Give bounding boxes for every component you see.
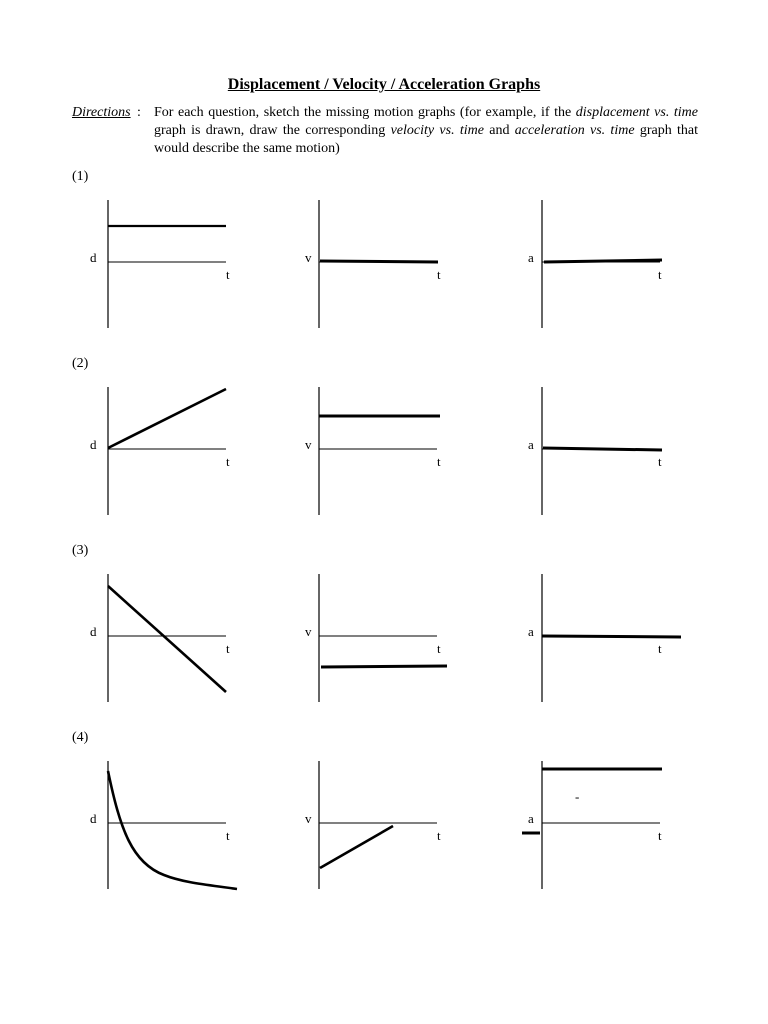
stray-mark: -: [575, 789, 580, 804]
y-axis-label: a: [528, 250, 534, 265]
y-axis-label: v: [305, 250, 312, 265]
q4-velocity-graph: [291, 759, 461, 893]
x-axis-label: t: [658, 267, 662, 282]
x-axis-label: t: [437, 454, 441, 469]
y-axis-label: v: [305, 437, 312, 452]
x-axis-label: t: [658, 641, 662, 656]
x-axis-label: t: [658, 454, 662, 469]
question-4-number: (4): [72, 730, 89, 745]
y-axis-label: d: [90, 437, 97, 452]
q2-displacement-graph: [80, 385, 240, 519]
x-axis-label: t: [226, 267, 230, 282]
graph-curve: [108, 586, 226, 692]
y-axis-label: d: [90, 811, 97, 826]
graph-curve: [320, 261, 438, 262]
question-2-number: (2): [72, 356, 89, 371]
q1-acceleration-graph: [514, 198, 684, 332]
q3-velocity-graph: [291, 572, 461, 706]
directions-text-3: and: [483, 123, 515, 138]
page-title: Displacement / Velocity / Acceleration Graphs: [227, 76, 541, 93]
q1-velocity-graph: [291, 198, 461, 332]
directions-text: [154, 104, 698, 158]
q2-acceleration-graph: [514, 385, 684, 519]
question-3-number: (3): [72, 543, 89, 558]
y-axis-label: d: [90, 250, 97, 265]
x-axis-label: t: [226, 454, 230, 469]
q3-displacement-graph: [80, 572, 240, 706]
q2-velocity-graph: [291, 385, 461, 519]
x-axis-label: t: [226, 828, 230, 843]
graph-curve: [542, 636, 681, 637]
q3-acceleration-graph: [514, 572, 689, 706]
q4-displacement-graph: [80, 759, 240, 893]
y-axis-label: v: [305, 811, 312, 826]
y-axis-label: a: [528, 437, 534, 452]
graph-curve: [543, 448, 662, 450]
graph-curve: [544, 260, 662, 262]
q4-acceleration-graph: [514, 759, 684, 893]
graph-curve: [321, 666, 447, 667]
directions-text-2: graph is drawn, draw the corresponding: [154, 123, 391, 138]
graph-curve: [108, 771, 237, 889]
directions-em-2: velocity vs. time: [390, 123, 484, 138]
q1-displacement-graph: [80, 198, 240, 332]
y-axis-label: a: [528, 811, 534, 826]
x-axis-label: t: [437, 267, 441, 282]
x-axis-label: t: [658, 828, 662, 843]
x-axis-label: t: [437, 828, 441, 843]
directions-em-3: acceleration vs. time: [514, 123, 635, 138]
directions-label: [72, 104, 131, 122]
x-axis-label: t: [226, 641, 230, 656]
directions-text-4: graph that would describe the same motion): [154, 123, 698, 156]
y-axis-label: a: [528, 624, 534, 639]
directions-em-1: displacement vs. time: [575, 105, 698, 120]
graph-curve: [108, 389, 226, 448]
y-axis-label: d: [90, 624, 97, 639]
directions-text-1: For each question, sketch the missing motion graphs (for example, if the: [154, 105, 576, 120]
directions-colon: :: [137, 105, 141, 120]
y-axis-label: v: [305, 624, 312, 639]
x-axis-label: t: [437, 641, 441, 656]
directions-label-text: Directions: [72, 105, 131, 120]
question-1-number: (1): [72, 169, 89, 184]
graph-curve: [320, 826, 393, 868]
